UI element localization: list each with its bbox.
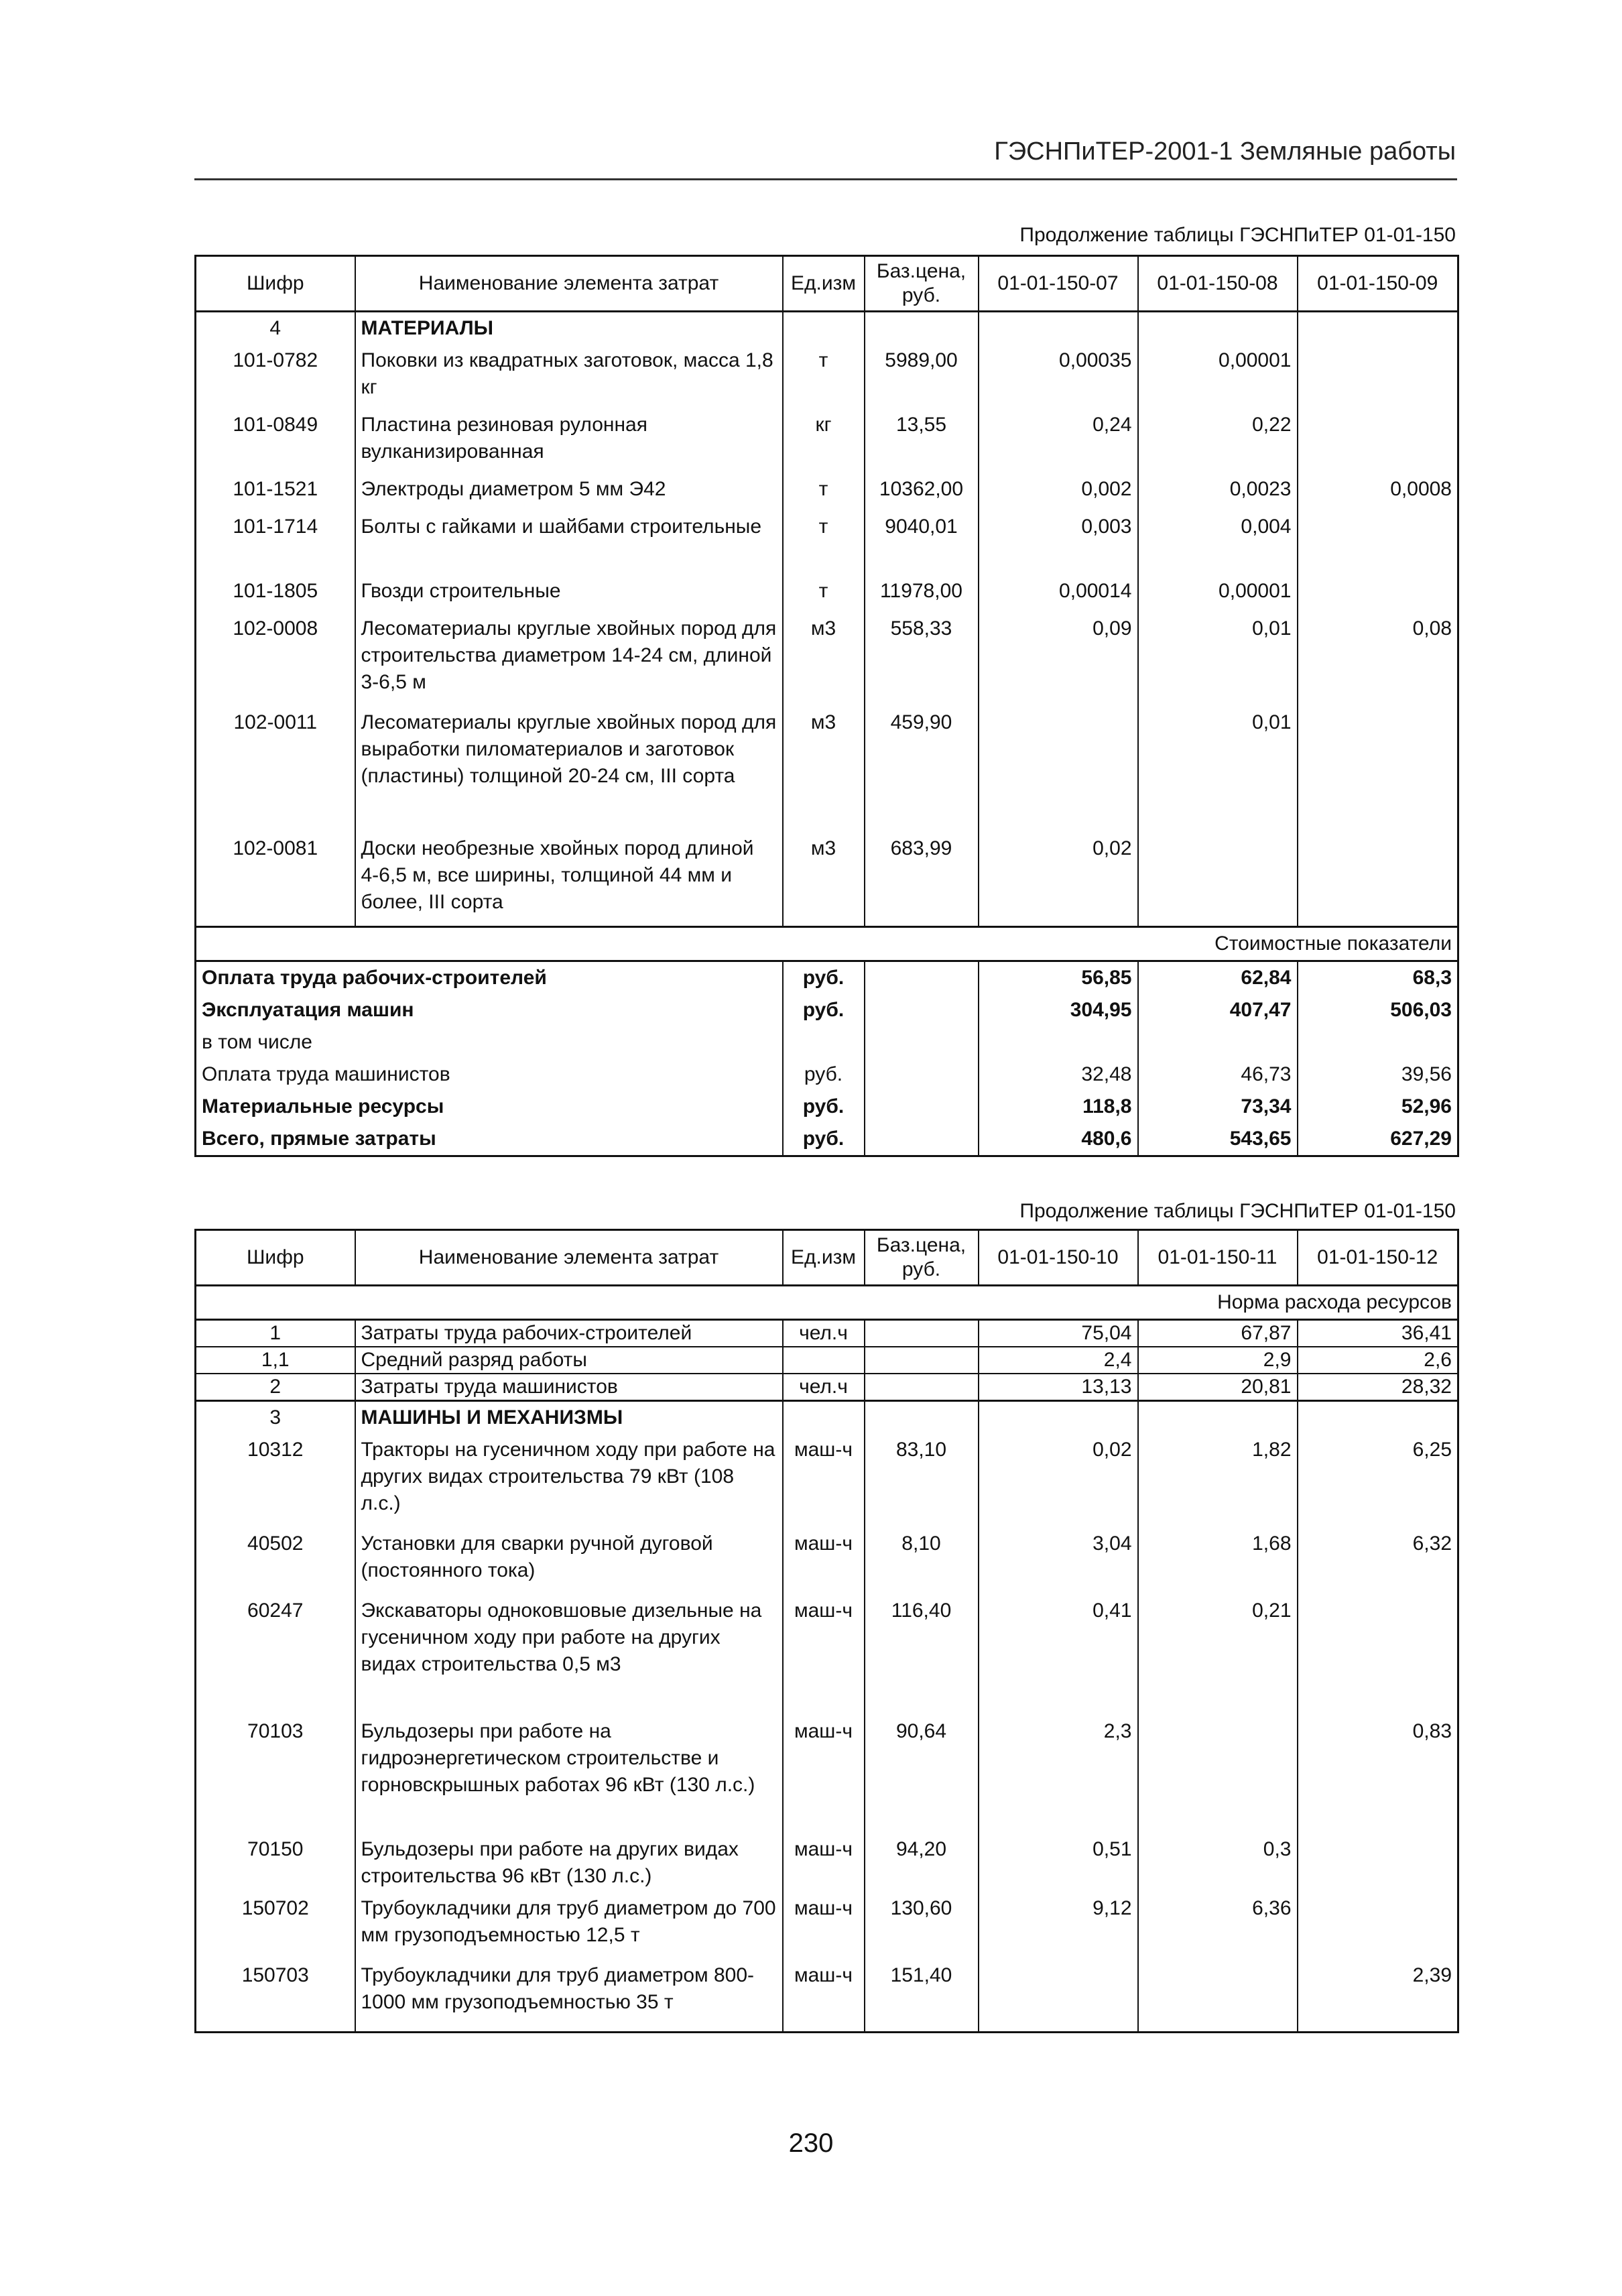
table2: [194, 1229, 1459, 2033]
resource-value-3: 2,6: [1298, 1347, 1458, 1374]
table1-caption: Продолжение таблицы ГЭСНПиТЕР 01-01-150: [1019, 224, 1456, 246]
resource-value-3: [1298, 833, 1458, 926]
col-header-code: Шифр: [196, 256, 355, 312]
resource-base-price: 130,60: [865, 1892, 979, 1959]
cost-label: Стоимостные показатели: [196, 926, 1458, 961]
resource-value-3: 6,32: [1298, 1528, 1458, 1595]
machine-row: [196, 1833, 1458, 1892]
cost-unit: руб.: [783, 961, 865, 994]
resource-unit: м3: [783, 707, 865, 833]
resource-unit: чел.ч: [783, 1374, 865, 1401]
norm-label: Норма расхода ресурсов: [196, 1286, 1458, 1320]
resource-value-1: 2,3: [979, 1715, 1138, 1833]
col-header-code-2: 01-01-150-11: [1138, 1230, 1298, 1286]
col-header-code-1: 01-01-150-07: [979, 256, 1138, 312]
resource-code: 102-0008: [196, 613, 355, 707]
resource-name: Поковки из квадратных заготовок, масса 1,8 кг: [355, 345, 783, 409]
cost-row: [196, 1059, 1458, 1091]
resource-code: 40502: [196, 1528, 355, 1595]
cost-name: Оплата труда рабочих-строителей: [196, 961, 783, 994]
resource-name: Лесоматериалы круглые хвойных пород для выработки пиломатериалов и заготовок (пластины) толщиной 20-24 см, III сорта: [355, 707, 783, 833]
page-number: 230: [788, 2128, 834, 2158]
cost-unit: руб.: [783, 1059, 865, 1091]
resource-name: Затраты труда рабочих-строителей: [355, 1320, 783, 1347]
resource-value-1: 3,04: [979, 1528, 1138, 1595]
labor-row: [196, 1320, 1458, 1347]
col-header-code: Шифр: [196, 1230, 355, 1286]
cost-row: [196, 961, 1458, 994]
resource-name: Трубоукладчики для труб диаметром до 700 мм грузоподъемностью 12,5 т: [355, 1892, 783, 1959]
machine-row: [196, 1959, 1458, 2032]
resource-value-3: [1298, 575, 1458, 613]
col-header-unit: Ед.изм: [783, 1230, 865, 1286]
resource-base-price: 683,99: [865, 833, 979, 926]
table2-header-row: [196, 1230, 1458, 1286]
section-code: 4: [196, 312, 355, 345]
table1-header-row: [196, 256, 1458, 312]
resource-code: 101-0782: [196, 345, 355, 409]
table2-caption: Продолжение таблицы ГЭСНПиТЕР 01-01-150: [1019, 1200, 1456, 1222]
resource-unit: т: [783, 345, 865, 409]
resource-code: 150703: [196, 1959, 355, 2032]
labor-row: [196, 1374, 1458, 1401]
resource-value-2: 0,21: [1138, 1595, 1298, 1715]
cost-value-2: 73,34: [1138, 1091, 1298, 1123]
col-header-price: Баз.цена, руб.: [865, 1230, 979, 1286]
resource-code: 2: [196, 1374, 355, 1401]
resource-unit: маш-ч: [783, 1892, 865, 1959]
resource-unit: [783, 1347, 865, 1374]
resource-unit: маш-ч: [783, 1434, 865, 1528]
resource-value-1: 0,09: [979, 613, 1138, 707]
resource-value-3: [1298, 409, 1458, 473]
material-row: [196, 511, 1458, 575]
resource-value-2: 0,22: [1138, 409, 1298, 473]
resource-base-price: [865, 1374, 979, 1401]
resource-value-2: [1138, 1959, 1298, 2032]
resource-code: 70150: [196, 1833, 355, 1892]
material-row: [196, 345, 1458, 409]
resource-value-2: 67,87: [1138, 1320, 1298, 1347]
resource-code: 1,1: [196, 1347, 355, 1374]
resource-value-3: [1298, 1833, 1458, 1892]
resource-value-1: 0,41: [979, 1595, 1138, 1715]
section-name: МАТЕРИАЛЫ: [355, 312, 783, 345]
resource-value-1: 0,003: [979, 511, 1138, 575]
cost-name: Эксплуатация машин: [196, 994, 783, 1026]
resource-name: Тракторы на гусеничном ходу при работе на других видах строительства 79 кВт (108 л.с.): [355, 1434, 783, 1528]
resource-base-price: 94,20: [865, 1833, 979, 1892]
material-row: [196, 833, 1458, 926]
cost-value-2: 62,84: [1138, 961, 1298, 994]
resource-name: Гвозди строительные: [355, 575, 783, 613]
col-header-code-1: 01-01-150-10: [979, 1230, 1138, 1286]
resource-value-3: [1298, 707, 1458, 833]
header-rule: [194, 178, 1457, 180]
resource-value-3: [1298, 1892, 1458, 1959]
cost-name: в том числе: [196, 1026, 783, 1059]
section-row: [196, 1401, 1458, 1435]
cost-value-1: 480,6: [979, 1123, 1138, 1156]
resource-value-3: 0,08: [1298, 613, 1458, 707]
resource-unit: маш-ч: [783, 1595, 865, 1715]
resource-base-price: 116,40: [865, 1595, 979, 1715]
cost-label-row: [196, 926, 1458, 961]
resource-name: Затраты труда машинистов: [355, 1374, 783, 1401]
cost-value-1: [979, 1026, 1138, 1059]
resource-base-price: [865, 1347, 979, 1374]
resource-base-price: 8,10: [865, 1528, 979, 1595]
resource-code: 150702: [196, 1892, 355, 1959]
resource-value-1: 75,04: [979, 1320, 1138, 1347]
resource-name: Электроды диаметром 5 мм Э42: [355, 473, 783, 511]
material-row: [196, 409, 1458, 473]
resource-value-1: 0,00014: [979, 575, 1138, 613]
cost-value-1: 118,8: [979, 1091, 1138, 1123]
resource-code: 102-0081: [196, 833, 355, 926]
resource-code: 101-1521: [196, 473, 355, 511]
resource-base-price: 13,55: [865, 409, 979, 473]
cost-row: [196, 1091, 1458, 1123]
cost-value-2: [1138, 1026, 1298, 1059]
resource-value-2: [1138, 1715, 1298, 1833]
resource-base-price: 151,40: [865, 1959, 979, 2032]
table1: [194, 255, 1459, 1157]
resource-value-3: [1298, 345, 1458, 409]
resource-value-2: 0,00001: [1138, 345, 1298, 409]
resource-value-1: 13,13: [979, 1374, 1138, 1401]
resource-name: Установки для сварки ручной дуговой (постоянного тока): [355, 1528, 783, 1595]
resource-value-1: 0,00035: [979, 345, 1138, 409]
cost-value-3: 68,3: [1298, 961, 1458, 994]
col-header-code-3: 01-01-150-12: [1298, 1230, 1458, 1286]
cost-price-empty: [865, 1091, 979, 1123]
resource-value-1: 9,12: [979, 1892, 1138, 1959]
resource-unit: маш-ч: [783, 1715, 865, 1833]
col-header-price: Баз.цена, руб.: [865, 256, 979, 312]
cost-name: Оплата труда машинистов: [196, 1059, 783, 1091]
cost-row: [196, 1123, 1458, 1156]
resource-value-2: [1138, 833, 1298, 926]
resource-value-3: [1298, 511, 1458, 575]
resource-value-3: 6,25: [1298, 1434, 1458, 1528]
cost-value-1: 56,85: [979, 961, 1138, 994]
cost-value-3: [1298, 1026, 1458, 1059]
resource-unit: т: [783, 511, 865, 575]
material-row: [196, 613, 1458, 707]
resource-code: 101-0849: [196, 409, 355, 473]
resource-name: Средний разряд работы: [355, 1347, 783, 1374]
resource-name: Трубоукладчики для труб диаметром 800-1000 мм грузоподъемностью 35 т: [355, 1959, 783, 2032]
col-header-unit: Ед.изм: [783, 256, 865, 312]
resource-unit: маш-ч: [783, 1528, 865, 1595]
col-header-name: Наименование элемента затрат: [355, 256, 783, 312]
cost-price-empty: [865, 961, 979, 994]
cost-value-3: 52,96: [1298, 1091, 1458, 1123]
resource-base-price: 11978,00: [865, 575, 979, 613]
resource-name: Бульдозеры при работе на гидроэнергетическом строительстве и горновскрышных работах 96 кВт (130 л.с.): [355, 1715, 783, 1833]
resource-value-3: [1298, 1595, 1458, 1715]
labor-row: [196, 1347, 1458, 1374]
resource-code: 70103: [196, 1715, 355, 1833]
cost-price-empty: [865, 994, 979, 1026]
resource-code: 101-1805: [196, 575, 355, 613]
resource-base-price: 10362,00: [865, 473, 979, 511]
resource-value-1: 0,002: [979, 473, 1138, 511]
resource-name: Лесоматериалы круглые хвойных пород для строительства диаметром 14-24 см, длиной 3-6,5 м: [355, 613, 783, 707]
material-row: [196, 473, 1458, 511]
resource-value-1: 0,51: [979, 1833, 1138, 1892]
cost-value-2: 46,73: [1138, 1059, 1298, 1091]
cost-value-3: 506,03: [1298, 994, 1458, 1026]
resource-value-2: 0,3: [1138, 1833, 1298, 1892]
resource-unit: чел.ч: [783, 1320, 865, 1347]
resource-value-1: [979, 1959, 1138, 2032]
resource-unit: маш-ч: [783, 1959, 865, 2032]
cost-price-empty: [865, 1059, 979, 1091]
resource-name: Экскаваторы одноковшовые дизельные на гусеничном ходу при работе на других видах строительства 0,5 м3: [355, 1595, 783, 1715]
machine-row: [196, 1595, 1458, 1715]
resource-value-1: 0,24: [979, 409, 1138, 473]
resource-value-2: 1,68: [1138, 1528, 1298, 1595]
resource-value-2: 0,01: [1138, 707, 1298, 833]
resource-unit: м3: [783, 833, 865, 926]
material-row: [196, 707, 1458, 833]
cost-unit: руб.: [783, 1091, 865, 1123]
resource-value-2: 1,82: [1138, 1434, 1298, 1528]
resource-base-price: 558,33: [865, 613, 979, 707]
col-header-code-3: 01-01-150-09: [1298, 256, 1458, 312]
section-code: 3: [196, 1401, 355, 1435]
cost-value-1: 32,48: [979, 1059, 1138, 1091]
resource-value-3: 0,83: [1298, 1715, 1458, 1833]
resource-value-3: 28,32: [1298, 1374, 1458, 1401]
resource-unit: т: [783, 473, 865, 511]
machine-row: [196, 1715, 1458, 1833]
cost-name: Материальные ресурсы: [196, 1091, 783, 1123]
resource-unit: маш-ч: [783, 1833, 865, 1892]
resource-value-1: [979, 707, 1138, 833]
resource-name: Доски необрезные хвойных пород длиной 4-6,5 м, все ширины, толщиной 44 мм и более, III сорта: [355, 833, 783, 926]
col-header-code-2: 01-01-150-08: [1138, 256, 1298, 312]
cost-name: Всего, прямые затраты: [196, 1123, 783, 1156]
resource-value-2: 0,0023: [1138, 473, 1298, 511]
machine-row: [196, 1434, 1458, 1528]
resource-base-price: 90,64: [865, 1715, 979, 1833]
resource-code: 60247: [196, 1595, 355, 1715]
cost-value-1: 304,95: [979, 994, 1138, 1026]
resource-name: Бульдозеры при работе на других видах строительства 96 кВт (130 л.с.): [355, 1833, 783, 1892]
cost-unit: руб.: [783, 994, 865, 1026]
cost-unit: руб.: [783, 1123, 865, 1156]
resource-name: Болты с гайками и шайбами строительные: [355, 511, 783, 575]
section-row: [196, 312, 1458, 345]
cost-unit: [783, 1026, 865, 1059]
resource-code: 102-0011: [196, 707, 355, 833]
cost-price-empty: [865, 1026, 979, 1059]
resource-base-price: [865, 1320, 979, 1347]
resource-base-price: 83,10: [865, 1434, 979, 1528]
norm-label-row: [196, 1286, 1458, 1320]
machine-row: [196, 1528, 1458, 1595]
resource-base-price: 459,90: [865, 707, 979, 833]
material-row: [196, 575, 1458, 613]
resource-value-1: 0,02: [979, 833, 1138, 926]
resource-unit: т: [783, 575, 865, 613]
cost-value-3: 39,56: [1298, 1059, 1458, 1091]
resource-base-price: 5989,00: [865, 345, 979, 409]
page-header-title: ГЭСНПиТЕР-2001-1 Земляные работы: [994, 137, 1456, 166]
resource-value-2: 0,004: [1138, 511, 1298, 575]
resource-value-2: 0,01: [1138, 613, 1298, 707]
resource-unit: кг: [783, 409, 865, 473]
resource-value-3: 0,0008: [1298, 473, 1458, 511]
resource-code: 101-1714: [196, 511, 355, 575]
resource-value-2: 6,36: [1138, 1892, 1298, 1959]
resource-value-2: 0,00001: [1138, 575, 1298, 613]
resource-base-price: 9040,01: [865, 511, 979, 575]
machine-row: [196, 1892, 1458, 1959]
cost-row: [196, 1026, 1458, 1059]
resource-value-1: 2,4: [979, 1347, 1138, 1374]
resource-code: 10312: [196, 1434, 355, 1528]
cost-price-empty: [865, 1123, 979, 1156]
resource-value-2: 20,81: [1138, 1374, 1298, 1401]
section-name: МАШИНЫ И МЕХАНИЗМЫ: [355, 1401, 783, 1435]
resource-value-2: 2,9: [1138, 1347, 1298, 1374]
resource-name: Пластина резиновая рулонная вулканизированная: [355, 409, 783, 473]
resource-value-3: 36,41: [1298, 1320, 1458, 1347]
cost-row: [196, 994, 1458, 1026]
cost-value-3: 627,29: [1298, 1123, 1458, 1156]
resource-code: 1: [196, 1320, 355, 1347]
resource-value-3: 2,39: [1298, 1959, 1458, 2032]
cost-value-2: 543,65: [1138, 1123, 1298, 1156]
col-header-name: Наименование элемента затрат: [355, 1230, 783, 1286]
resource-value-1: 0,02: [979, 1434, 1138, 1528]
resource-unit: м3: [783, 613, 865, 707]
cost-value-2: 407,47: [1138, 994, 1298, 1026]
